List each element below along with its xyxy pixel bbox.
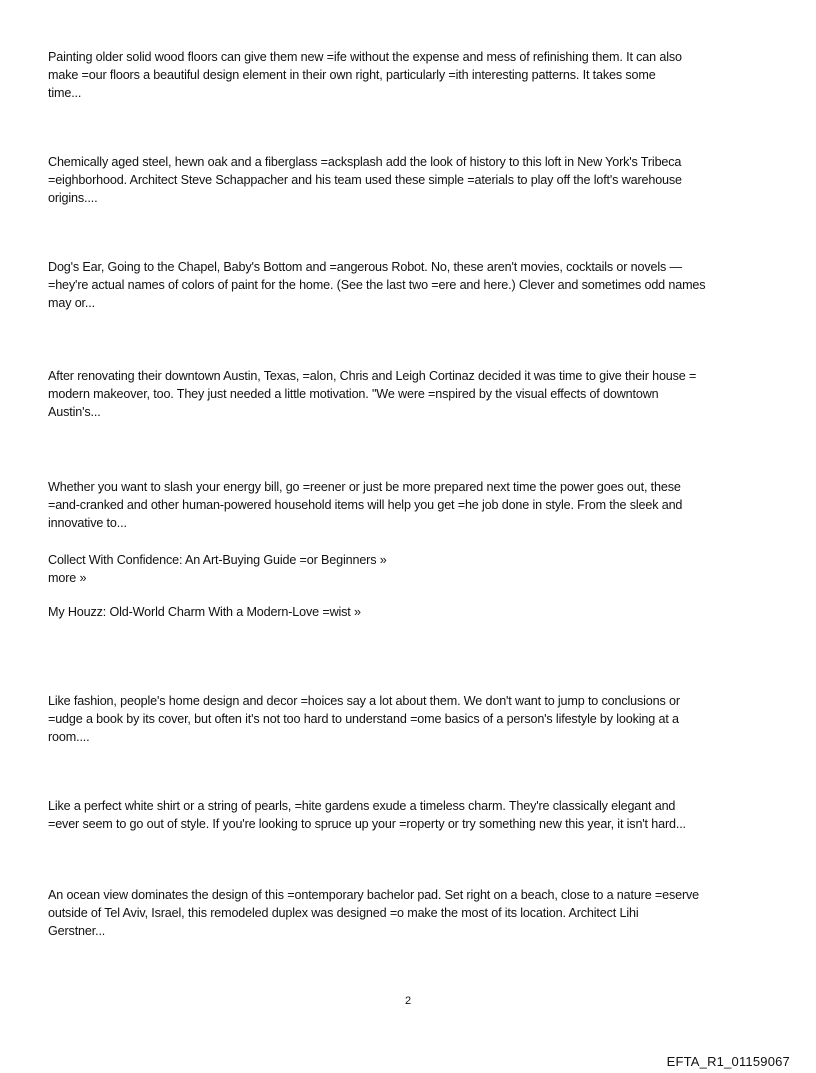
text-line: Collect With Confidence: An Art-Buying Guide =or Beginners » [48, 553, 387, 567]
text-line: =eighborhood. Architect Steve Schappacher and his team used these simple =aterials to play off the loft's warehouse [48, 173, 682, 187]
text-line: origins.... [48, 191, 98, 205]
text-line: Like fashion, people's home design and decor =hoices say a lot about them. We don't want to jump to conclusions or [48, 694, 680, 708]
text-line: make =our floors a beautiful design element in their own right, particularly =ith interesting patterns. It takes some [48, 68, 656, 82]
text-line: more » [48, 571, 87, 585]
paragraph [48, 48, 788, 102]
text-line: outside of Tel Aviv, Israel, this remodeled duplex was designed =o make the most of its location. Architect Lihi [48, 906, 639, 920]
paragraph [48, 692, 788, 746]
text-line: =hey're actual names of colors of paint for the home. (See the last two =ere and here.) Clever and sometimes odd names [48, 278, 706, 292]
paragraph [48, 367, 788, 421]
text-line: may or... [48, 296, 95, 310]
text-line: Dog's Ear, Going to the Chapel, Baby's Bottom and =angerous Robot. No, these aren't movies, cocktails or novels — [48, 260, 682, 274]
page-number: 2 [404, 995, 412, 1007]
text-line: Whether you want to slash your energy bill, go =reener or just be more prepared next time the power goes out, these [48, 480, 681, 494]
text-line: My Houzz: Old-World Charm With a Modern-Love =wist » [48, 605, 361, 619]
paragraph [48, 797, 788, 833]
text-line: Gerstner... [48, 924, 106, 938]
text-line: Like a perfect white shirt or a string of pearls, =hite gardens exude a timeless charm. They're classically elegant and [48, 799, 676, 813]
text-line: =and-cranked and other human-powered household items will help you get =he job done in style. From the sleek and [48, 498, 683, 512]
text-line: Chemically aged steel, hewn oak and a fiberglass =acksplash add the look of history to this loft in New York's Tribeca [48, 155, 682, 169]
text-line: An ocean view dominates the design of this =ontemporary bachelor pad. Set right on a beach, close to a nature =eserve [48, 888, 700, 902]
text-line: modern makeover, too. They just needed a little motivation. "We were =nspired by the visual effects of downtown [48, 387, 659, 401]
text-line: innovative to... [48, 516, 127, 530]
text-line: Austin's... [48, 405, 101, 419]
text-line: After renovating their downtown Austin, Texas, =alon, Chris and Leigh Cortinaz decided it was time to give their house = [48, 369, 697, 383]
text-line: Painting older solid wood floors can give them new =ife without the expense and mess of refinishing them. It can also [48, 50, 682, 64]
document-id: EFTA_R1_01159067 [666, 1054, 790, 1069]
paragraph [48, 551, 788, 587]
paragraph [48, 603, 788, 621]
text-line: =udge a book by its cover, but often it's not too hard to understand =ome basics of a person's lifestyle by looking at a [48, 712, 679, 726]
paragraph [48, 886, 788, 940]
text-line: room.... [48, 730, 90, 744]
paragraph [48, 478, 788, 532]
text-line: =ever seem to go out of style. If you're looking to spruce up your =roperty or try something new this year, it isn't hard... [48, 817, 686, 831]
text-line: time... [48, 86, 82, 100]
paragraph [48, 153, 788, 207]
paragraph [48, 258, 788, 312]
